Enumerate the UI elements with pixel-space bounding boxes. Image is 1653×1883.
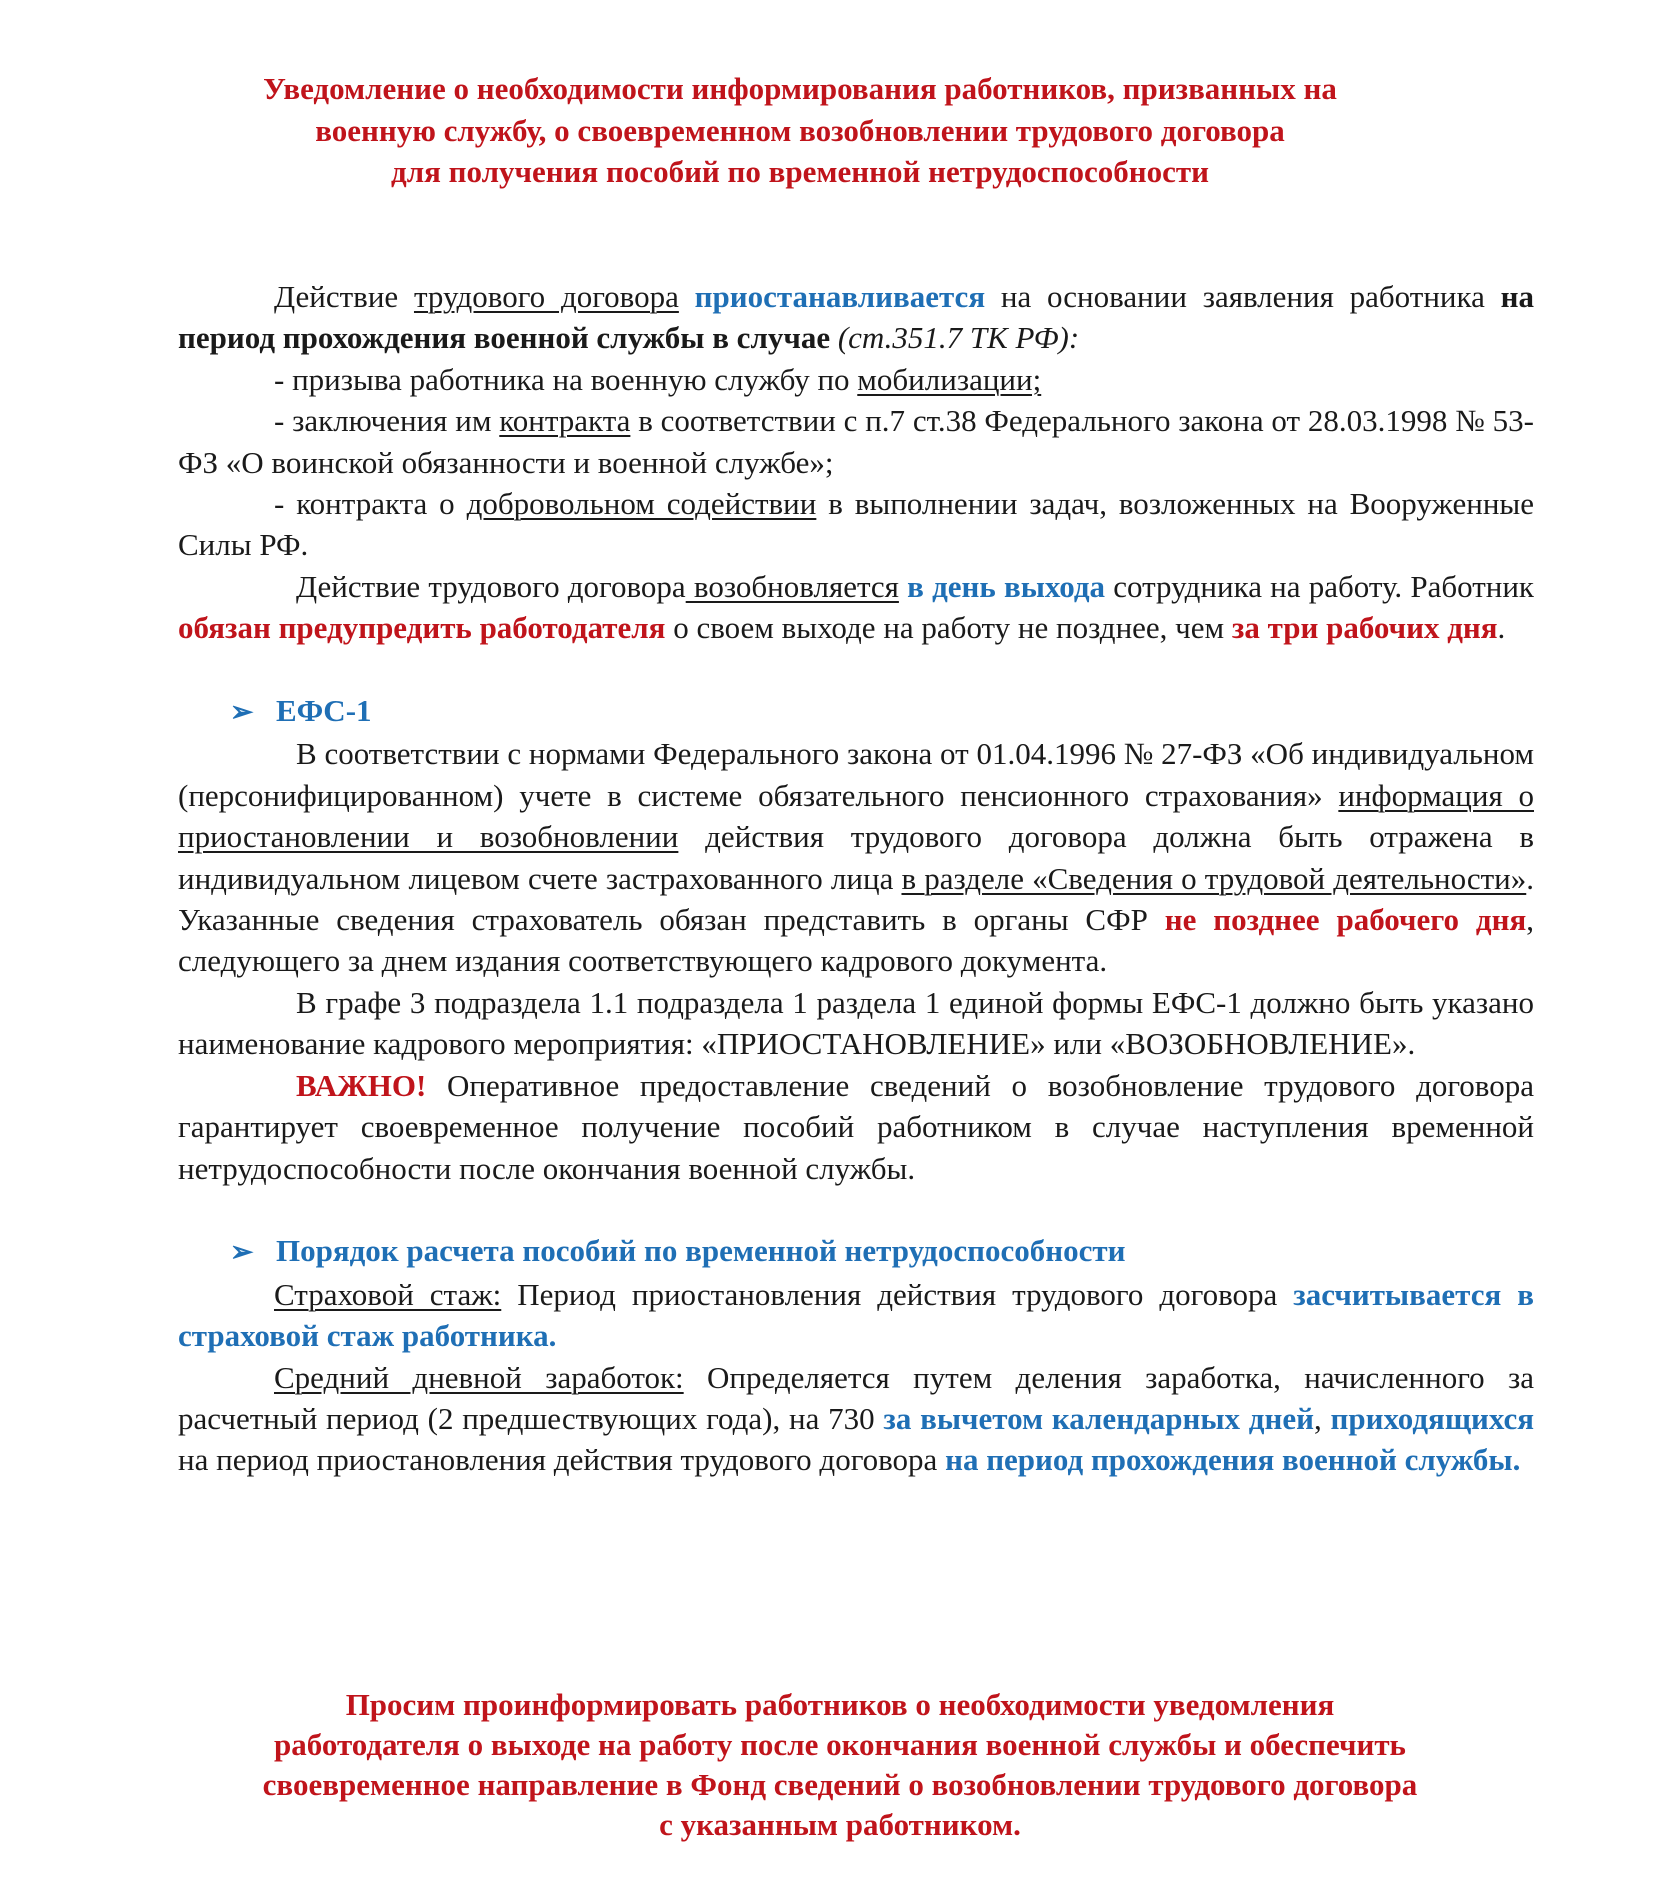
document-body [178,276,1534,1481]
important-label: ВАЖНО! [296,1067,427,1103]
efs-paragraph: В соответствии с нормами Федерального закона от 01.04.1996 № 27-ФЗ «Об индивидуальном (персонифицированном) учете в системе обязательного пенсионного страхования» информация о приостановлении и возобновлении действия трудового договора должна быть отражена в индивидуальном лицевом счете застрахованного лица в разделе «Сведения о трудовой деятельности». Указанные сведения страхователь обязан представить в органы СФР не позднее рабочего дня, следующего за днем издания соответствующего кадрового документа. [178,736,1535,979]
list-item: - заключения им контракта в соответствии с п.7 ст.38 Федерального закона от 28.03.1998 № 53-ФЗ «О воинской обязанности и военной службе»; [178,403,1534,480]
underlined-text: контракта [499,403,631,439]
underlined-text: возобновляется [685,568,899,604]
calc-paragraph: Страховой стаж: Период приостановления действия трудового договора засчитывается в страховой стаж работника. [178,1276,1534,1354]
title-line: для получения пособий по временной нетрудоспособности [391,154,1209,189]
highlight-blue: засчитывается в страховой стаж работника. [178,1276,1534,1354]
underlined-text: в разделе «Сведения о трудовой деятельности» [901,860,1527,896]
highlight-red: не позднее рабочего дня [1164,902,1527,938]
appeal-line: Просим проинформировать работников о необходимости уведомления [345,1687,1335,1722]
highlight-blue: приостанавливается [694,279,986,314]
section-heading-efs: ➢ ЕФС-1 [178,690,1534,733]
important-paragraph: ВАЖНО! Оперативное предоставление сведений о возобновление трудового договора гарантирует своевременное получение пособий работником в случае наступления временной нетрудоспособности после окончания военной службы. [178,1067,1534,1186]
text-run [830,320,838,355]
appeal-line: своевременное направление в Фонд сведений о возобновлении трудового договора [262,1767,1418,1802]
highlight-red: обязан предупредить работодателя [178,610,666,646]
section-heading-calc: ➢ Порядок расчета пособий по временной нетрудоспособности [178,1230,1534,1273]
text-run: на основании заявления работника [985,279,1501,314]
underlined-text: мобилизации; [857,361,1042,397]
efs-paragraph: В графе 3 подраздела 1.1 подраздела 1 раздела 1 единой формы ЕФС-1 должно быть указано наименование кадрового мероприятия: «ПРИОСТАНОВЛЕНИЕ» или «ВОЗОБНОВЛЕНИЕ». [178,984,1534,1062]
arrow-bullet-icon: ➢ [230,697,254,729]
underlined-text: трудового договора [413,279,679,314]
list-item: - призыва работника на военную службу по мобилизации; [274,361,1042,397]
underlined-text: Средний дневной заработок: [274,1359,684,1395]
arrow-bullet-icon: ➢ [230,1237,254,1269]
intro-paragraph [178,276,1534,359]
list-item: - контракта о добровольном содействии в выполнении задач, возложенных на Вооруженные Силы РФ. [178,486,1534,563]
highlight-blue: приходящихся [1330,1400,1534,1436]
underlined-text: информация о приостановлении и возобновлении [178,777,1534,855]
document-title [160,68,1440,193]
highlight-blue: за вычетом календарных дней [883,1400,1314,1436]
resume-paragraph: Действие трудового договора возобновляется в день выхода сотрудника на работу. Работник обязан предупредить работодателя о своем выходе на работу не позднее, чем за три рабочих дня. [178,568,1534,646]
closing-appeal [160,1685,1520,1845]
underlined-text: Страховой стаж: [274,1276,502,1312]
bold-text: на период прохождения военной службы в случае [178,279,1535,356]
title-line: военную службу, о своевременном возобновлении трудового договора [315,112,1285,148]
calc-paragraph: Средний дневной заработок: Определяется путем деления заработка, начисленного за расчетный период (2 предшествующих года), на 730 за вычетом календарных дней, приходящихся на период приостановления действия трудового договора на период прохождения военной службы. [178,1359,1535,1478]
underlined-text: добровольном содействии [466,486,817,522]
text-run [679,279,695,314]
text-run: Действие [274,279,414,314]
appeal-line: работодателя о выходе на работу после окончания военной службы и обеспечить [274,1727,1406,1762]
title-line: Уведомление о необходимости информирования работников, призванных на [263,71,1337,106]
highlight-red: за три рабочих дня [1231,610,1498,646]
highlight-blue: на период прохождения военной службы. [945,1442,1521,1478]
appeal-line: с указанным работником. [659,1807,1021,1842]
law-reference: (ст.351.7 ТК РФ): [837,320,1080,356]
highlight-blue: в день выхода [907,568,1106,604]
